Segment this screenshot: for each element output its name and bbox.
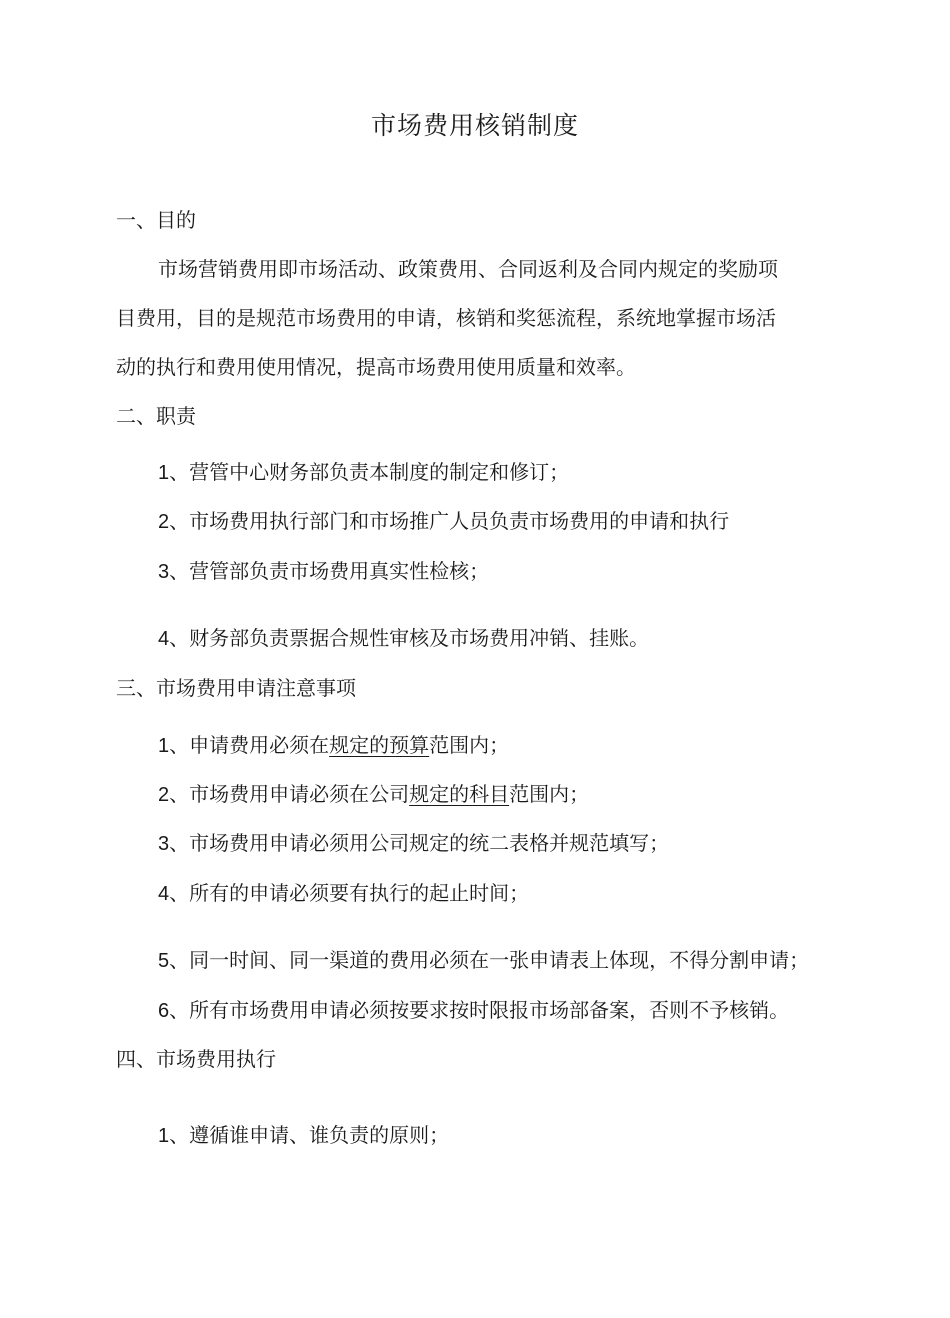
item-text: 、所有的申请必须要有执行的起止时间； [169, 881, 530, 905]
item-number: 6 [158, 1000, 170, 1022]
item-text: 、所有市场费用申请必须按要求按时限报市场部备案，否则不予核销。 [169, 998, 790, 1022]
paragraph-line: 动的执行和费用使用情况，提高市场费用使用质量和效率。 [116, 355, 636, 379]
paragraph-line: 市场营销费用即市场活动、政策费用、合同返利及合同内规定的奖励项 [158, 257, 778, 281]
item-number: 4 [158, 628, 170, 650]
item-text: 、营管部负责市场费用真实性检核； [169, 559, 490, 583]
list-item [158, 945, 809, 976]
item-number: 4 [158, 883, 170, 905]
section-heading-application-notes: 三、市场费用申请注意事项 [116, 676, 356, 700]
list-item [158, 1120, 449, 1151]
list-item [158, 506, 729, 537]
item-number: 5 [158, 950, 170, 972]
list-item [158, 779, 589, 810]
section-heading-purpose: 一、目的 [116, 208, 196, 232]
item-text: 、市场费用执行部门和市场推广人员负责市场费用的申请和执行 [169, 509, 730, 533]
underlined-text: 规定的科目 [409, 782, 510, 806]
item-text: 、营管中心财务部负责本制度的制定和修订； [169, 460, 570, 484]
item-number: 3 [158, 561, 170, 583]
underlined-text: 规定的预算 [329, 733, 430, 757]
item-text: 、同一时间、同一渠道的费用必须在一张申请表上体现，不得分割申请； [169, 948, 810, 972]
item-number: 2 [158, 511, 170, 533]
item-text: 范围内； [429, 733, 510, 757]
item-text: 、财务部负责票据合规性审核及市场费用冲销、挂账。 [169, 626, 650, 650]
item-number: 3 [158, 833, 170, 855]
paragraph-line: 目费用，目的是规范市场费用的申请，核销和奖惩流程，系统地掌握市场活 [116, 306, 776, 330]
item-text: 、市场费用申请必须在公司 [169, 782, 410, 806]
item-text: 、申请费用必须在 [169, 733, 330, 757]
item-text: 、市场费用申请必须用公司规定的统二表格并规范填写； [169, 831, 670, 855]
item-number: 2 [158, 784, 170, 806]
list-item [158, 457, 569, 488]
list-item [158, 995, 789, 1026]
item-text: 范围内； [509, 782, 590, 806]
item-number: 1 [158, 735, 170, 757]
item-number: 1 [158, 462, 170, 484]
item-number: 1 [158, 1125, 170, 1147]
list-item [158, 828, 669, 859]
document-title: 市场费用核销制度 [370, 111, 579, 140]
list-item [158, 623, 649, 654]
list-item [158, 878, 529, 909]
list-item [158, 556, 489, 587]
item-text: 、遵循谁申请、谁负责的原则； [169, 1123, 450, 1147]
section-heading-execution: 四、市场费用执行 [116, 1047, 276, 1071]
section-heading-duties: 二、职责 [116, 404, 196, 428]
list-item [158, 730, 509, 761]
